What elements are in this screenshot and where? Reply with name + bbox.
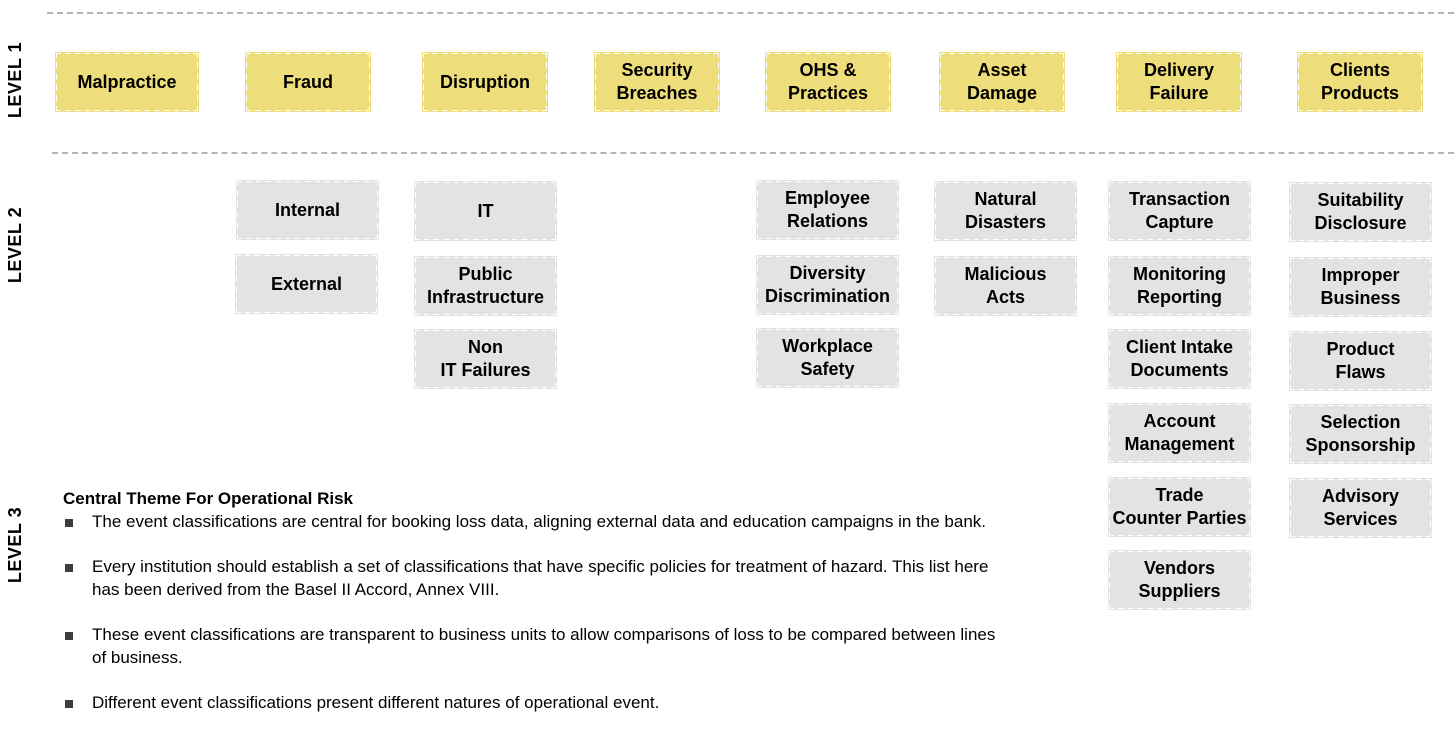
l1-fraud: Fraud [245,52,371,112]
l2-delivery-trade-counter-parties: Trade Counter Parties [1108,477,1251,537]
l2-delivery-client-intake-documents: Client Intake Documents [1108,329,1251,389]
l2-fraud-external: External [235,254,378,314]
notes-list [63,510,1023,714]
note-item [63,691,1012,714]
l2-clients-advisory-services: Advisory Services [1289,478,1432,538]
l2-clients-selection-sponsorship: Selection Sponsorship [1289,404,1432,464]
square-bullet-icon [65,519,73,527]
l1-ohs-practices: OHS & Practices [765,52,891,112]
note-text: These event classifications are transparent to business units to allow comparisons of loss to be compared between lines of business. [92,625,996,667]
l2-asset-natural-disasters: Natural Disasters [934,181,1077,241]
level-3-label: LEVEL 3 [5,506,25,584]
square-bullet-icon [65,700,73,708]
l1-disruption: Disruption [422,52,548,112]
l2-disruption-non-it-failures: Non IT Failures [414,329,557,389]
l1-delivery-failure: Delivery Failure [1116,52,1242,112]
l2-ohs-employee-relations: Employee Relations [756,180,899,240]
l2-clients-improper-business: Improper Business [1289,257,1432,317]
l2-delivery-vendors-suppliers: Vendors Suppliers [1108,550,1251,610]
l2-delivery-monitoring-reporting: Monitoring Reporting [1108,256,1251,316]
l1-clients-products: Clients Products [1297,52,1423,112]
level-2-label: LEVEL 2 [5,206,25,284]
l2-asset-malicious-acts: Malicious Acts [934,256,1077,316]
note-item [63,623,1012,669]
top-dashed-divider [47,12,1454,14]
square-bullet-icon [65,564,73,572]
square-bullet-icon [65,632,73,640]
l2-disruption-public-infrastructure: Public Infrastructure [414,256,557,316]
l1-malpractice: Malpractice [55,52,199,112]
note-text: The event classifications are central for booking loss data, aligning external data and education campaigns in the bank. [92,512,986,531]
note-text: Every institution should establish a set of classifications that have specific policies for treatment of hazard. This list here has been derived from the Basel II Accord, Annex VIII. [92,557,989,599]
l2-ohs-workplace-safety: Workplace Safety [756,328,899,388]
central-theme-notes [63,488,1023,736]
l2-clients-suitability-disclosure: Suitability Disclosure [1289,182,1432,242]
l2-delivery-account-management: Account Management [1108,403,1251,463]
note-item [63,555,1012,601]
note-text: Different event classifications present different natures of operational event. [92,693,660,712]
level-1-label: LEVEL 1 [5,41,25,119]
l1-security-breaches: Security Breaches [594,52,720,112]
notes-title: Central Theme For Operational Risk [63,489,354,508]
l2-fraud-internal: Internal [236,180,379,240]
l2-disruption-it: IT [414,181,557,241]
note-item [63,510,1012,533]
l2-ohs-diversity-discrimination: Diversity Discrimination [756,255,899,315]
l1-asset-damage: Asset Damage [939,52,1065,112]
l2-clients-product-flaws: Product Flaws [1289,331,1432,391]
l2-delivery-transaction-capture: Transaction Capture [1108,181,1251,241]
level1-level2-dashed-divider [52,152,1454,154]
